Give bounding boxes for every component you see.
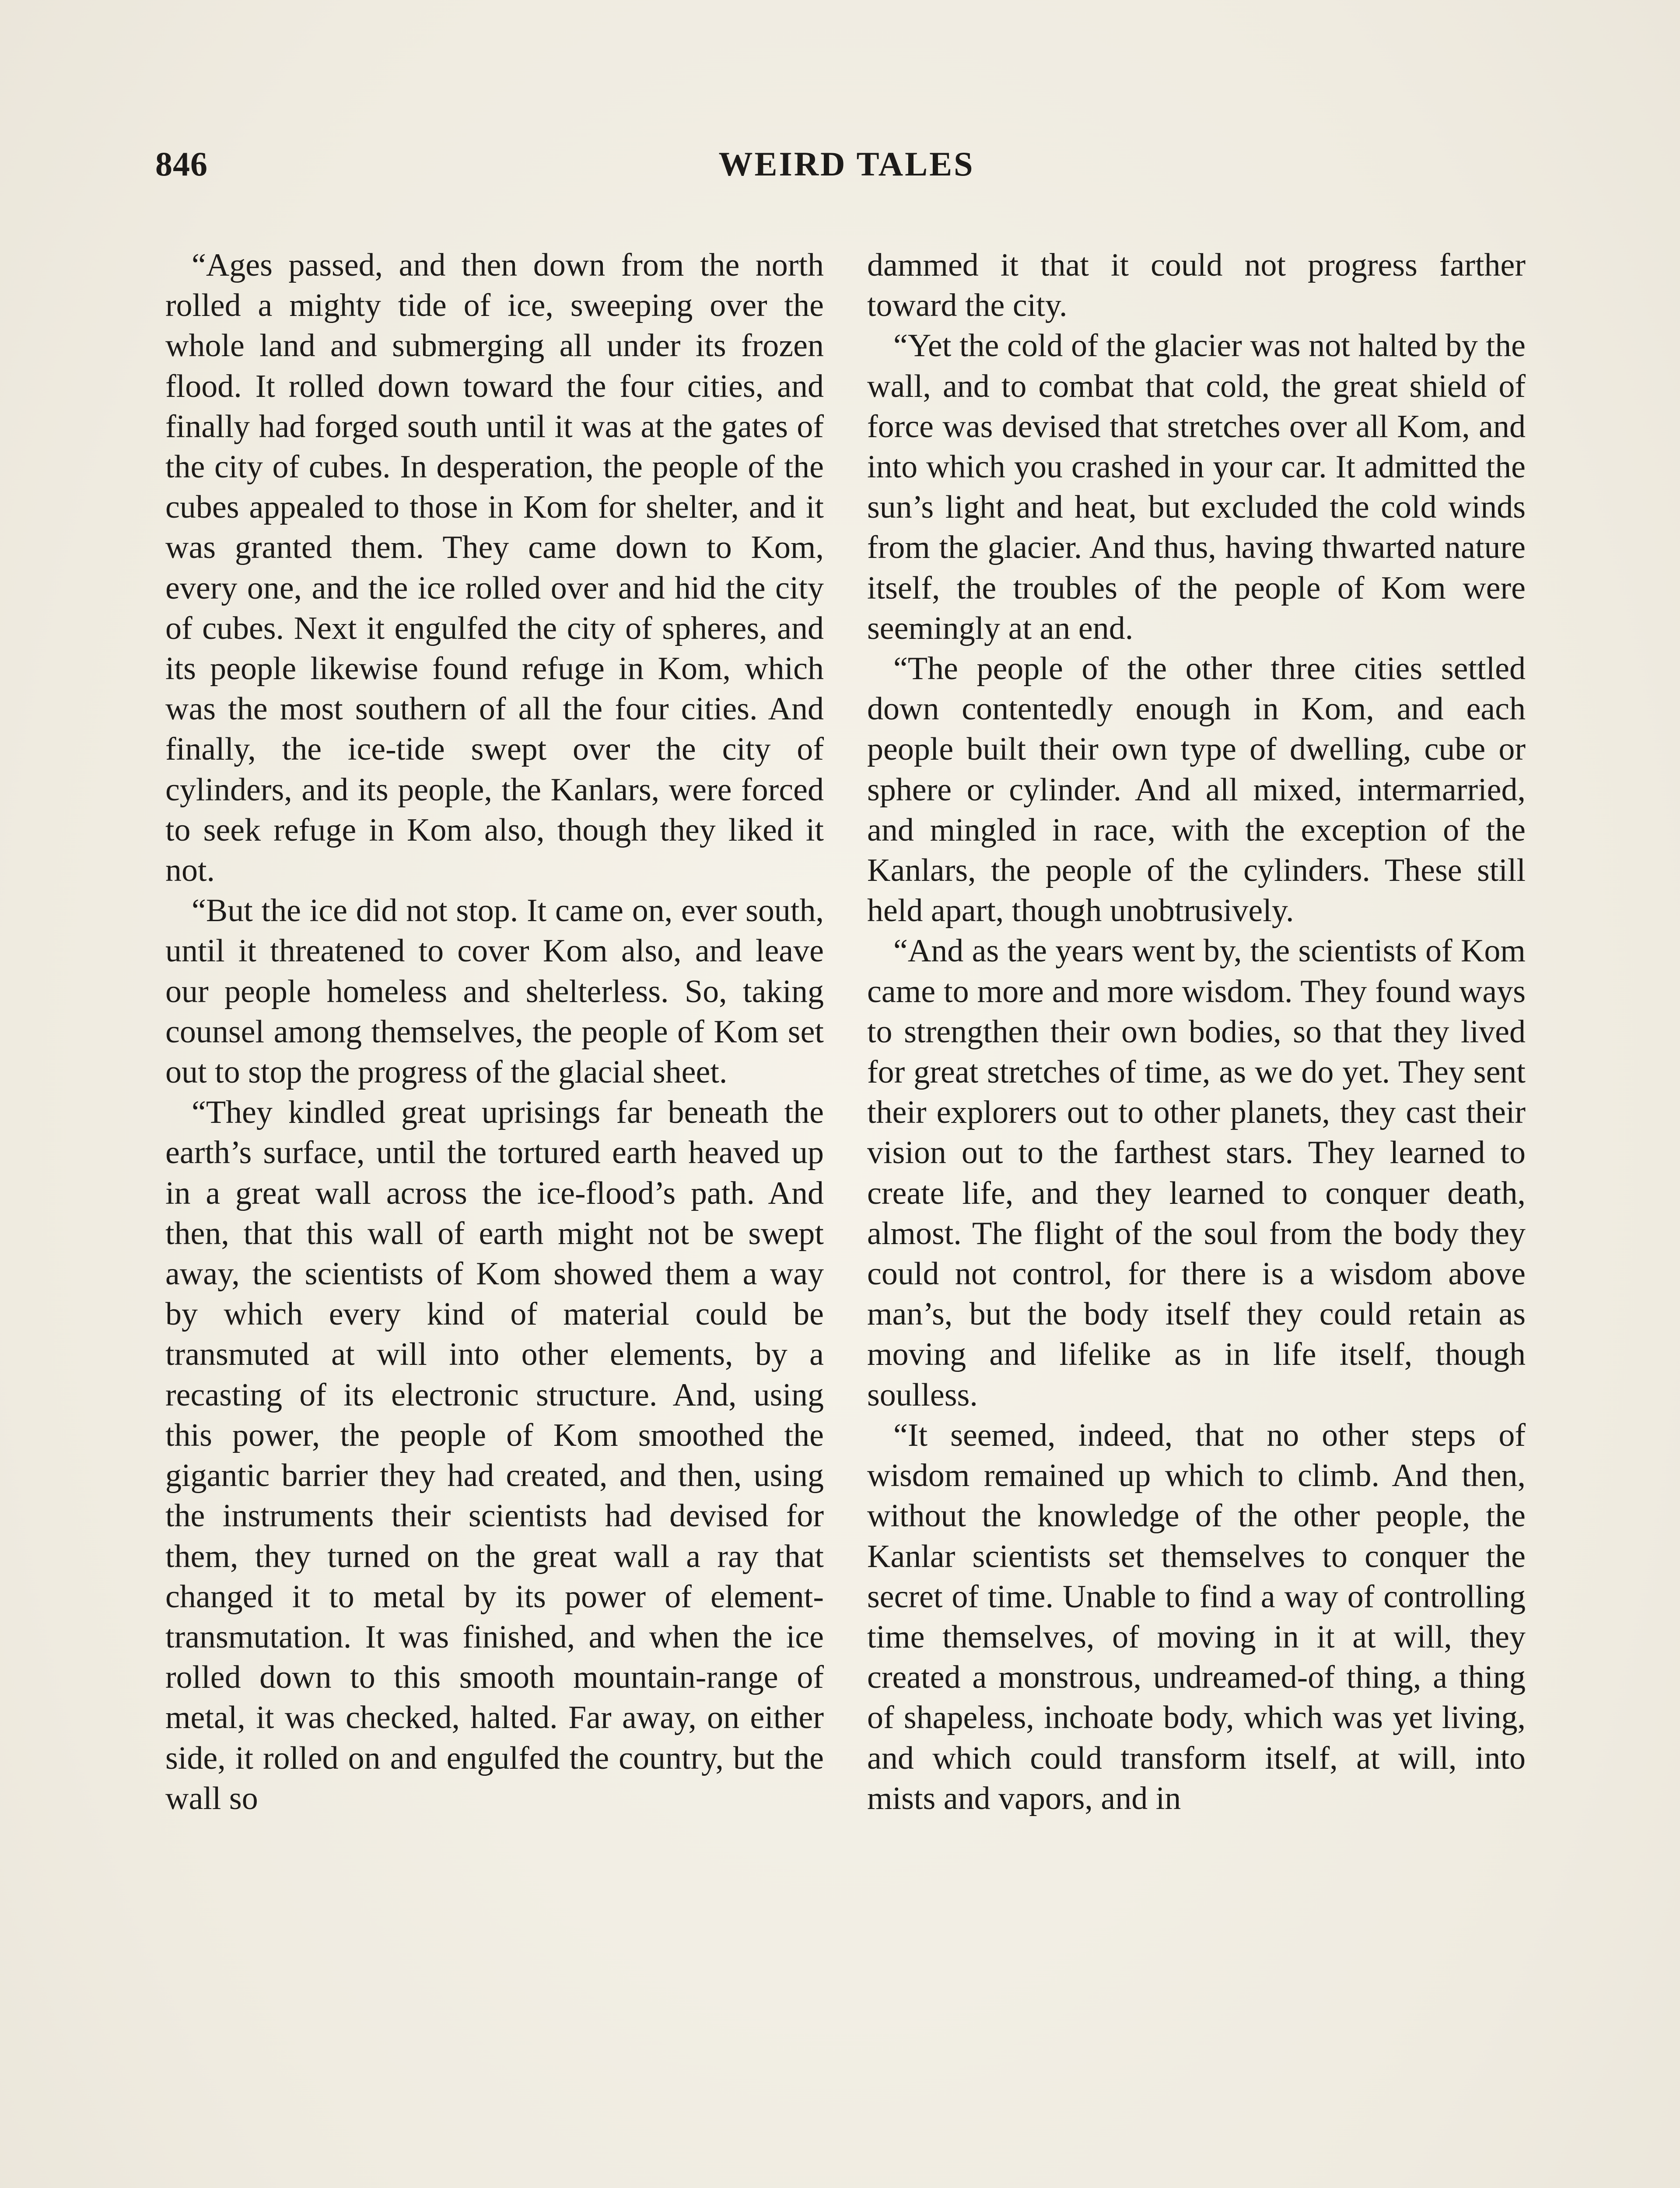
paragraph: “Ages passed, and then down from the north rolled a mighty tide of ice, sweeping over the whole land and submerging all under its frozen flood. It rolled down toward the four cities, and finally had forged south until it was at the gates of the city of cubes. In desperation, the people of the cubes appealed to those in Kom for shelter, and it was granted them. They came down to Kom, every one, and the ice rolled over and hid the city of cubes. Next it engulfed the city of spheres, and its people likewise found refuge in Kom, which was the most southern of all the four cities. And finally, the ice-tide swept over the city of cylinders, and its people, the Kanlars, were forced to seek refuge in Kom also, though they liked it not.	[165, 247, 824, 889]
left-column	[165, 245, 824, 1819]
right-column	[867, 245, 1526, 1819]
paragraph: “The people of the other three cities settled down contentedly enough in Kom, and each people built their own type of dwelling, cube or sphere or cylinder. And all mixed, intermarried, and mingled in race, with the exception of the Kanlars, the people of the cylinders. These still held apart, though unobtrusively.	[867, 651, 1526, 929]
paragraph: “It seemed, indeed, that no other steps of wisdom remained up which to climb. And then, without the knowledge of the other people, the Kanlar scientists set themselves to conquer the secret of time. Unable to find a way of controlling time themselves, of moving in it at will, they created a monstrous, undreamed-of thing, a thing of shapeless, inchoate body, which was yet living, and which could transform itself, at will, into mists and vapors, and in	[867, 1417, 1526, 1816]
paragraph: “Yet the cold of the glacier was not halted by the wall, and to combat that cold, the great shield of force was devised that stretches over all Kom, and into which you crashed in your car. It admitted the sun’s light and heat, but excluded the cold winds from the glacier. And thus, having thwarted nature itself, the troubles of the people of Kom were seemingly at an end.	[867, 328, 1526, 646]
paragraph: “And as the years went by, the scientists of Kom came to more and more wisdom. They found ways to strengthen their own bodies, so that they lived for great stretches of time, as we do yet. They sent their explorers out to other planets, they cast their vision out to the farthest stars. They learned to create life, and they learned to conquer death, almost. The flight of the soul from the body they could not control, for there is a wisdom above man’s, but the body itself they could retain as moving and lifelike as in life itself, though soulless.	[867, 933, 1526, 1413]
paragraph-continued: dammed it that it could not progress farther toward the city.	[867, 247, 1526, 324]
paragraph: “They kindled great uprisings far beneath the earth’s surface, until the tortured earth heaved up in a great wall across the ice-flood’s path. And then, that this wall of earth might not be swept away, the scientists of Kom showed them a way by which every kind of material could be transmuted at will into other elements, by a recasting of its electronic structure. And, using this power, the people of Kom smoothed the gigantic barrier they had created, and then, using the instruments their scientists had devised for them, they turned on the great wall a ray that changed it to metal by its power of element-transmutation. It was finished, and when the ice rolled down to this smooth mountain-range of metal, it was checked, halted. Far away, on either side, it rolled on and engulfed the country, but the wall so	[165, 1094, 824, 1816]
page-header	[155, 144, 1538, 197]
paragraph: “But the ice did not stop. It came on, ever south, until it threatened to cover Kom also, and leave our people homeless and shelterless. So, taking counsel among themselves, the people of Kom set out to stop the progress of the glacial sheet.	[165, 893, 824, 1090]
page-number: 846	[155, 145, 208, 183]
running-head: WEIRD TALES	[718, 145, 975, 183]
